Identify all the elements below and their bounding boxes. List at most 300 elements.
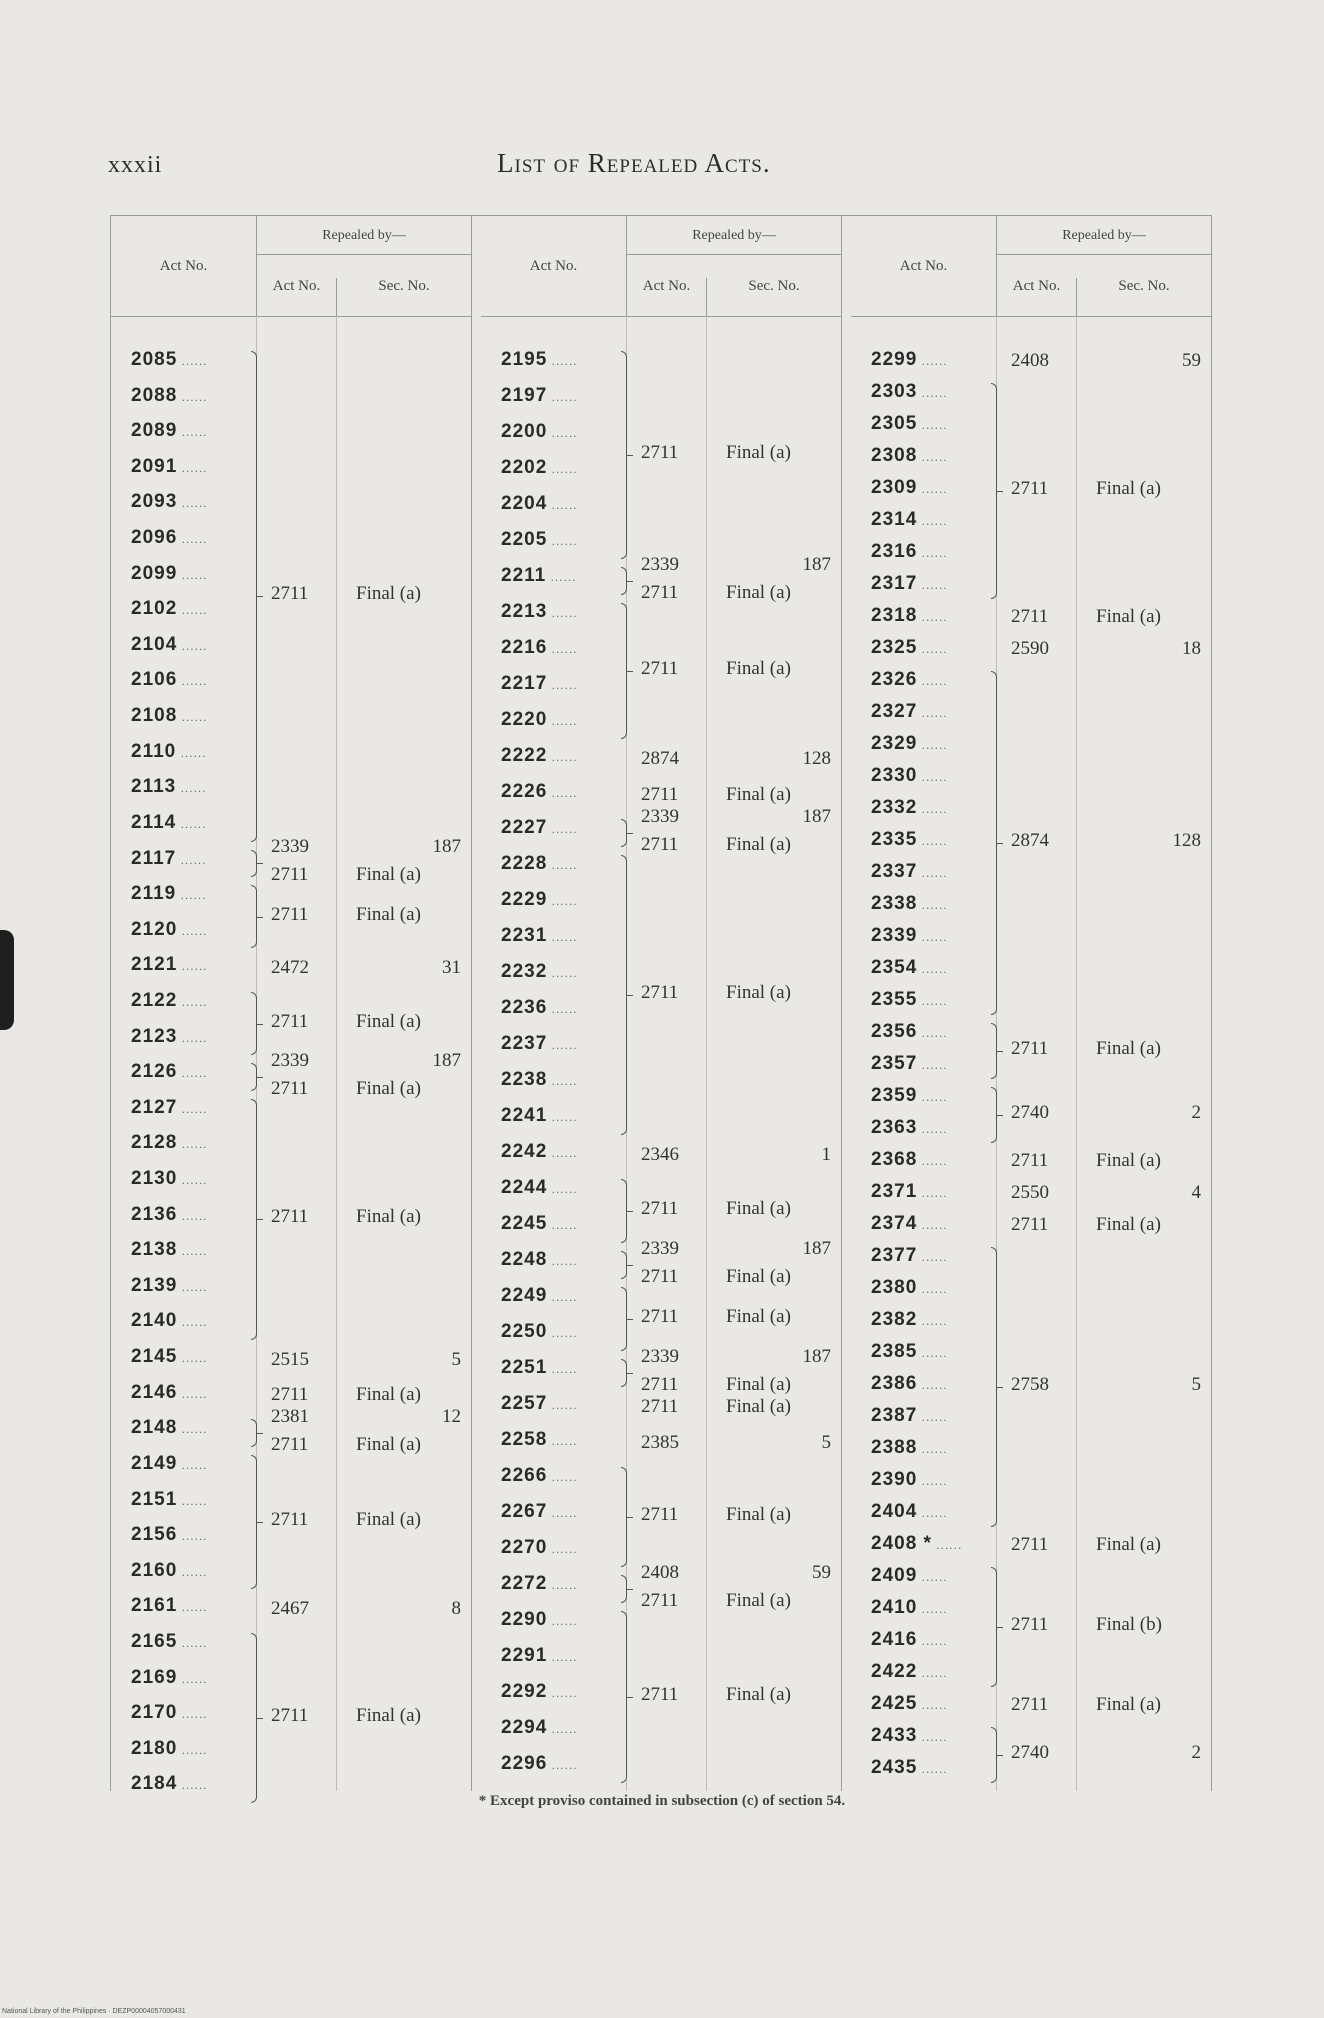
- act-number: [501, 1501, 578, 1523]
- repealing-act: 2711: [641, 982, 679, 1003]
- leader-dots: ......: [917, 578, 948, 592]
- act-number-text: 2368: [871, 1149, 918, 1170]
- leader-dots: ......: [547, 1146, 578, 1160]
- group-brace: [991, 1567, 997, 1687]
- act-number-text: 2213: [501, 601, 548, 622]
- leader-dots: ......: [177, 1422, 208, 1437]
- act-number-text: 2242: [501, 1141, 548, 1162]
- act-number: [871, 413, 948, 435]
- leader-dots: ......: [917, 1410, 948, 1424]
- repealing-act: 2711: [271, 1434, 309, 1456]
- group-brace: [991, 671, 997, 1015]
- act-number-text: 2337: [871, 861, 918, 882]
- act-number: [131, 527, 208, 549]
- leader-dots: ......: [177, 460, 208, 475]
- act-number: [131, 563, 208, 585]
- act-number-text: 2216: [501, 637, 548, 658]
- act-number-text: 2197: [501, 385, 548, 406]
- act-number-text: 2317: [871, 573, 918, 594]
- leader-dots: ......: [917, 482, 948, 496]
- repealing-section: 12: [442, 1406, 461, 1428]
- repealing-act: 2711: [1011, 606, 1049, 627]
- scan-credit: National Library of the Philippines · DEZP00004057000431: [2, 2008, 186, 2015]
- leader-dots: ......: [177, 1707, 208, 1722]
- act-number-text: 2170: [131, 1702, 178, 1724]
- act-number: [501, 385, 578, 407]
- table-column-2: [481, 216, 842, 1791]
- header-act-no: Act No.: [111, 216, 257, 316]
- leader-dots: ......: [177, 532, 208, 547]
- leader-dots: ......: [177, 1457, 208, 1472]
- repealing-section: Final (a): [726, 1504, 791, 1525]
- leader-dots: ......: [547, 1470, 578, 1484]
- leader-dots: ......: [176, 781, 207, 796]
- repealing-act: 2339: [271, 1050, 309, 1071]
- group-brace: [251, 992, 257, 1055]
- leader-dots: ......: [547, 1650, 578, 1664]
- act-number-text: 2314: [871, 509, 918, 530]
- repealing-section: 59: [1182, 350, 1201, 371]
- act-number-text: 2123: [131, 1025, 178, 1047]
- leader-dots: ......: [917, 418, 948, 432]
- act-number: [871, 1149, 948, 1171]
- act-number-text: 2357: [871, 1053, 918, 1074]
- repealing-section: Final (a): [356, 864, 421, 886]
- act-number-text: 2180: [131, 1737, 178, 1759]
- repealing-act: 2550: [1011, 1182, 1049, 1203]
- group-brace: [251, 1455, 257, 1589]
- repealing-section: Final (a): [726, 658, 791, 679]
- act-number: [501, 529, 578, 551]
- header-repealed-by: Repealed by—: [627, 228, 841, 255]
- act-number-text: 2146: [131, 1381, 178, 1403]
- act-number: [501, 1609, 578, 1631]
- repealing-section: Final (a): [726, 1374, 791, 1395]
- header-sec-no: Sec. No.: [748, 278, 800, 294]
- leader-dots: ......: [177, 1101, 208, 1116]
- act-number: [871, 925, 948, 947]
- act-number: [871, 957, 948, 979]
- repealing-section: Final (a): [726, 1198, 791, 1219]
- act-number-text: 2205: [501, 529, 548, 550]
- group-brace: [251, 1099, 257, 1340]
- leader-dots: ......: [917, 514, 948, 528]
- leader-dots: ......: [177, 1244, 208, 1259]
- act-number: [131, 776, 207, 798]
- act-number: [131, 385, 208, 407]
- act-number-text: 2085: [131, 349, 178, 370]
- repealing-act: 2472: [271, 957, 309, 979]
- act-number: [871, 1661, 948, 1683]
- leader-dots: ......: [917, 962, 948, 976]
- leader-dots: ......: [177, 638, 208, 653]
- act-number-text: 2169: [131, 1666, 178, 1688]
- act-number: [871, 1757, 948, 1779]
- repealing-section: 18: [1182, 638, 1201, 659]
- act-number-text: 2338: [871, 893, 918, 914]
- leader-dots: ......: [547, 354, 578, 368]
- act-number-text: 2294: [501, 1717, 548, 1738]
- act-number-text: 2126: [131, 1061, 178, 1083]
- act-number: [131, 456, 208, 478]
- act-number-text: 2327: [871, 701, 918, 722]
- group-brace: [621, 1575, 627, 1603]
- leader-dots: ......: [547, 1758, 578, 1772]
- repealing-section: Final (a): [726, 582, 791, 603]
- leader-dots: ......: [547, 1002, 578, 1016]
- leader-dots: ......: [917, 1634, 948, 1648]
- repealing-section: 187: [802, 1346, 831, 1367]
- repealing-section: 59: [812, 1562, 831, 1583]
- act-number-text: 2236: [501, 997, 548, 1018]
- leader-dots: ......: [547, 858, 578, 872]
- leader-dots: ......: [176, 816, 207, 831]
- leader-dots: ......: [917, 610, 948, 624]
- repealing-act: 2711: [1011, 1038, 1049, 1059]
- leader-dots: ......: [547, 1182, 578, 1196]
- leader-dots: ......: [917, 1122, 948, 1136]
- act-number-text: 2091: [131, 455, 178, 477]
- leader-dots: ......: [917, 450, 948, 464]
- repealing-section: Final (a): [356, 1206, 421, 1228]
- leader-dots: ......: [917, 1186, 948, 1200]
- act-number: [501, 601, 578, 623]
- divider-line: [336, 316, 337, 1791]
- repealing-section: Final (a): [1096, 478, 1161, 499]
- repealing-act: 2711: [271, 583, 309, 605]
- leader-dots: ......: [917, 1474, 948, 1488]
- leader-dots: ......: [547, 1362, 578, 1376]
- group-brace: [251, 1419, 257, 1447]
- act-number-text: 2382: [871, 1309, 918, 1330]
- repealing-section: 5: [821, 1432, 831, 1453]
- act-number-text: 2220: [501, 709, 548, 730]
- act-number: [501, 817, 578, 839]
- act-number-text: 2332: [871, 797, 918, 818]
- act-number-text: 2241: [501, 1105, 548, 1126]
- leader-dots: ......: [917, 642, 948, 656]
- leader-dots: ......: [547, 1326, 578, 1340]
- act-number-text: 2161: [131, 1595, 178, 1617]
- act-number-text: 2408 *: [871, 1533, 932, 1554]
- act-number: [871, 573, 948, 595]
- repealing-act: 2339: [641, 1238, 679, 1259]
- group-brace: [251, 351, 257, 842]
- act-number: [501, 1069, 578, 1091]
- act-number-text: 2388: [871, 1437, 918, 1458]
- group-brace: [621, 1359, 627, 1387]
- act-number-text: 2425: [871, 1693, 918, 1714]
- repealing-act: 2711: [1011, 1214, 1049, 1235]
- column-header: [481, 216, 841, 317]
- repealing-act: 2346: [641, 1144, 679, 1165]
- group-brace: [991, 1727, 997, 1783]
- act-number: [501, 1429, 578, 1451]
- repealing-section: 187: [432, 1050, 461, 1071]
- leader-dots: ......: [177, 389, 208, 404]
- act-number: [501, 1537, 578, 1559]
- leader-dots: ......: [547, 1074, 578, 1088]
- act-number-text: 2127: [131, 1096, 178, 1118]
- act-number-text: 2386: [871, 1373, 918, 1394]
- act-number-text: 2249: [501, 1285, 548, 1306]
- repealing-act: 2711: [641, 834, 679, 855]
- act-number-text: 2292: [501, 1681, 548, 1702]
- repealing-section: Final (a): [726, 1396, 791, 1417]
- leader-dots: ......: [547, 642, 578, 656]
- leader-dots: ......: [177, 1315, 208, 1330]
- act-number: [871, 381, 948, 403]
- act-number-text: 2139: [131, 1274, 178, 1296]
- leader-dots: ......: [917, 1602, 948, 1616]
- leader-dots: ......: [917, 674, 948, 688]
- act-number-text: 2374: [871, 1213, 918, 1234]
- scan-edge-mark: [0, 930, 14, 1030]
- act-number: [131, 1524, 208, 1546]
- repealing-section: Final (a): [356, 1384, 421, 1406]
- act-number: [501, 1717, 578, 1739]
- repealing-act: 2711: [271, 864, 309, 886]
- repealing-section: Final (a): [726, 442, 791, 463]
- act-number: [501, 1573, 578, 1595]
- act-number-text: 2229: [501, 889, 548, 910]
- act-number: [501, 1033, 578, 1055]
- act-number-text: 2251: [501, 1357, 548, 1378]
- group-brace: [251, 850, 257, 878]
- act-number: [501, 1321, 578, 1343]
- leader-dots: ......: [547, 714, 578, 728]
- act-number-text: 2106: [131, 669, 178, 691]
- act-number-text: 2088: [131, 384, 178, 406]
- leader-dots: ......: [547, 390, 578, 404]
- act-number: [131, 1417, 208, 1439]
- act-number-text: 2335: [871, 829, 918, 850]
- act-number-text: 2093: [131, 491, 178, 513]
- repealing-section: Final (a): [1096, 1694, 1161, 1715]
- act-number-text: 2156: [131, 1524, 178, 1546]
- repealing-section: Final (a): [726, 1306, 791, 1327]
- leader-dots: ......: [547, 1686, 578, 1700]
- group-brace: [991, 1023, 997, 1079]
- act-number: [131, 1275, 208, 1297]
- repealing-section: 187: [802, 806, 831, 827]
- repealing-section: Final (a): [356, 903, 421, 925]
- leader-dots: ......: [547, 966, 578, 980]
- leader-dots: ......: [177, 1137, 208, 1152]
- act-number-text: 2227: [501, 817, 548, 838]
- leader-dots: ......: [176, 888, 207, 903]
- act-number: [131, 1310, 208, 1332]
- page-number: xxxii: [108, 152, 163, 178]
- repealing-act: 2758: [1011, 1374, 1049, 1395]
- repealing-section: Final (a): [356, 1010, 421, 1032]
- act-number: [871, 541, 948, 563]
- act-number-text: 2309: [871, 477, 918, 498]
- act-number-text: 2258: [501, 1429, 548, 1450]
- repealing-section: 187: [802, 1238, 831, 1259]
- act-number: [871, 829, 948, 851]
- act-number: [131, 1738, 208, 1760]
- act-number: [871, 1213, 948, 1235]
- leader-dots: ......: [177, 1208, 208, 1223]
- act-number-text: 2202: [501, 457, 548, 478]
- act-number-text: 2326: [871, 669, 918, 690]
- act-number: [131, 1489, 208, 1511]
- repealing-act: 2711: [641, 658, 679, 679]
- leader-dots: ......: [177, 1351, 208, 1366]
- leader-dots: ......: [917, 834, 948, 848]
- act-number-text: 2433: [871, 1725, 918, 1746]
- leader-dots: ......: [917, 546, 948, 560]
- leader-dots: ......: [917, 866, 948, 880]
- group-brace: [251, 1633, 257, 1803]
- act-number-text: 2359: [871, 1085, 918, 1106]
- repealing-act: 2711: [641, 1374, 679, 1395]
- column-header: [111, 216, 471, 317]
- act-number-text: 2149: [131, 1452, 178, 1474]
- act-number: [131, 1239, 208, 1261]
- act-number-text: 2130: [131, 1168, 178, 1190]
- repealing-section: Final (a): [726, 1266, 791, 1287]
- act-number: [871, 1597, 948, 1619]
- act-number: [871, 1693, 948, 1715]
- table-column-3: [851, 216, 1211, 1791]
- repealing-act: 2590: [1011, 638, 1049, 659]
- act-number-text: 2232: [501, 961, 548, 982]
- act-number: [871, 1533, 962, 1555]
- act-number-text: 2119: [131, 883, 177, 905]
- act-number: [131, 1346, 208, 1368]
- act-number-text: 2113: [131, 776, 177, 798]
- act-number-text: 2387: [871, 1405, 918, 1426]
- act-number: [501, 457, 578, 479]
- act-number: [871, 1085, 948, 1107]
- act-number-text: 2404: [871, 1501, 918, 1522]
- header-sub-act-no: Act No.: [997, 278, 1077, 316]
- act-number-text: 2316: [871, 541, 918, 562]
- act-number-text: 2308: [871, 445, 918, 466]
- act-number: [131, 954, 208, 976]
- header-sec-no: Sec. No.: [1118, 278, 1170, 294]
- act-number-text: 2136: [131, 1203, 178, 1225]
- leader-dots: ......: [547, 1614, 578, 1628]
- act-number-text: 2102: [131, 598, 178, 620]
- repealing-section: Final (a): [726, 784, 791, 805]
- repealing-act: 2408: [1011, 350, 1049, 371]
- act-number-text: 2114: [131, 811, 177, 833]
- leader-dots: ......: [917, 1378, 948, 1392]
- act-number-text: 2363: [871, 1117, 918, 1138]
- leader-dots: ......: [547, 1578, 578, 1592]
- act-number-text: 2267: [501, 1501, 548, 1522]
- act-number: [501, 1105, 578, 1127]
- group-brace: [621, 351, 627, 559]
- group-brace: [621, 1611, 627, 1783]
- act-number-text: 2231: [501, 925, 548, 946]
- act-number: [871, 1373, 948, 1395]
- leader-dots: ......: [547, 894, 578, 908]
- leader-dots: ......: [917, 738, 948, 752]
- repealing-act: 2711: [271, 1384, 309, 1406]
- header-sub-act-no: Act No.: [627, 278, 707, 316]
- act-number: [501, 925, 578, 947]
- repealing-act: 2339: [641, 806, 679, 827]
- leader-dots: ......: [917, 770, 948, 784]
- act-number: [501, 961, 578, 983]
- act-number: [131, 1026, 208, 1048]
- repealing-section: 31: [442, 957, 461, 979]
- leader-dots: ......: [917, 1058, 948, 1072]
- act-number: [131, 990, 208, 1012]
- act-number: [131, 1595, 208, 1617]
- repealing-section: Final (a): [356, 1704, 421, 1726]
- group-brace: [251, 885, 257, 948]
- group-brace: [991, 383, 997, 599]
- leader-dots: ......: [917, 1666, 948, 1680]
- leader-dots: ......: [177, 1173, 208, 1188]
- header-sec-no: Sec. No.: [378, 278, 430, 294]
- repealing-act: 2711: [641, 442, 679, 463]
- leader-dots: ......: [917, 1762, 948, 1776]
- act-number-text: 2089: [131, 420, 178, 442]
- leader-dots: ......: [177, 959, 208, 974]
- leader-dots: ......: [547, 1506, 578, 1520]
- leader-dots: ......: [546, 570, 577, 584]
- act-number: [501, 1213, 578, 1235]
- repealing-act: 2711: [641, 1504, 679, 1525]
- leader-dots: ......: [547, 822, 578, 836]
- act-number-text: 2356: [871, 1021, 918, 1042]
- act-number-text: 2217: [501, 673, 548, 694]
- leader-dots: ......: [547, 1722, 578, 1736]
- leader-dots: ......: [547, 1542, 578, 1556]
- leader-dots: ......: [547, 1290, 578, 1304]
- repealing-section: Final (a): [726, 1590, 791, 1611]
- act-number-text: 2257: [501, 1393, 548, 1414]
- leader-dots: ......: [917, 1570, 948, 1584]
- repealing-section: Final (a): [1096, 1534, 1161, 1555]
- act-number-text: 2110: [131, 740, 177, 762]
- act-number-text: 2244: [501, 1177, 548, 1198]
- act-number-text: 2099: [131, 562, 178, 584]
- repealing-act: 2740: [1011, 1742, 1049, 1763]
- act-number-text: 2104: [131, 633, 178, 655]
- repealing-section: 187: [802, 554, 831, 575]
- act-number-text: 2291: [501, 1645, 548, 1666]
- repealing-act: 2711: [1011, 1614, 1049, 1635]
- repealing-section: Final (a): [1096, 1038, 1161, 1059]
- act-number-text: 2117: [131, 847, 177, 869]
- leader-dots: ......: [917, 1250, 948, 1264]
- repealing-act: 2711: [641, 1396, 679, 1417]
- repealing-act: 2711: [271, 1704, 309, 1726]
- act-number-text: 2380: [871, 1277, 918, 1298]
- leader-dots: ......: [917, 1154, 948, 1168]
- leader-dots: ......: [917, 898, 948, 912]
- act-number-text: 2108: [131, 705, 178, 727]
- repealing-section: 5: [451, 1348, 461, 1370]
- act-number-text: 2409: [871, 1565, 918, 1586]
- act-number-text: 2371: [871, 1181, 918, 1202]
- act-number: [501, 673, 578, 695]
- act-number: [871, 509, 948, 531]
- leader-dots: ......: [917, 354, 948, 368]
- act-number-text: 2096: [131, 527, 178, 549]
- repealing-section: Final (a): [726, 1684, 791, 1705]
- column-header: [851, 216, 1211, 317]
- repealing-act: 2339: [271, 836, 309, 858]
- leader-dots: ......: [177, 1493, 208, 1508]
